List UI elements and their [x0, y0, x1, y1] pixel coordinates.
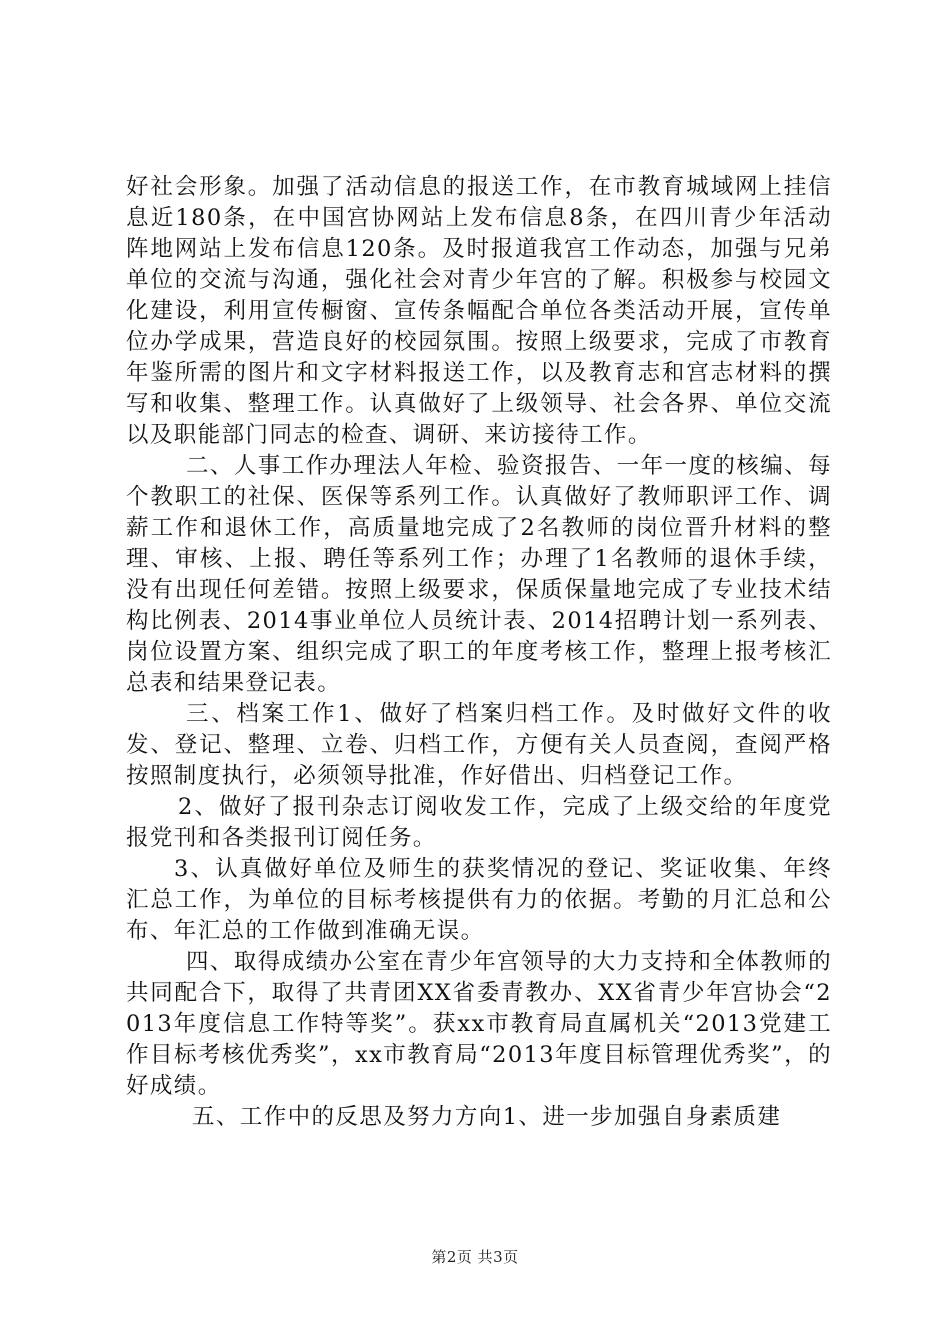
paragraph-personnel: 二、人事工作办理法人年检、验资报告、一年一度的核编、每个教职工的社保、医保等系列工作。认真做好了教师职评工作、调薪工作和退休工作，高质量地完成了2名教师的岗位晋升材料的整理、审核、上报、聘任等系列工作；办理了1名教师的退休手续，没有出现任何差错。按照上级要求，保质保量地完成了专业技术结构比例表、2014事业单位人员统计表、2014招聘计划一系列表、岗位设置方案、组织完成了职工的年度考核工作，整理上报考核汇总表和结果登记表。: [126, 453, 832, 696]
paragraph-newspaper: 2、做好了报刊杂志订阅收发工作，完成了上级交给的年度党报党刊和各类报刊订阅任务。: [126, 794, 832, 851]
document-body: [126, 172, 832, 1133]
page-number-footer: 第2页 共3页: [431, 1248, 519, 1266]
paragraph-achievements: 四、取得成绩办公室在青少年宫领导的大力支持和全体教师的共同配合下，取得了共青团XX省委青教办、XX省青少年宫协会“2013年度信息工作特等奖”。获xx市教育局直属机关“2013党建工作目标考核优秀奖”，xx市教育局“2013年度目标管理优秀奖”，的好成绩。: [126, 949, 832, 1099]
paragraph-archives: 三、档案工作1、做好了档案归档工作。及时做好文件的收发、登记、整理、立卷、归档工作，方便有关人员查阅，查阅严格按照制度执行，必须领导批准，作好借出、归档登记工作。: [126, 701, 832, 789]
paragraph-reflection: 五、工作中的反思及努力方向1、进一步加强自身素质建: [192, 1104, 782, 1130]
paragraph-awards-registration: 3、认真做好单位及师生的获奖情况的登记、奖证收集、年终汇总工作，为单位的目标考核提供有力的依据。考勤的月汇总和公布、年汇总的工作做到准确无误。: [126, 856, 832, 944]
paragraph-publicity: 好社会形象。加强了活动信息的报送工作，在市教育城域网上挂信息近180条，在中国宫协网站上发布信息8条，在四川青少年活动阵地网站上发布信息120条。及时报道我宫工作动态，加强与兄弟单位的交流与沟通，强化社会对青少年宫的了解。积极参与校园文化建设，利用宣传橱窗、宣传条幅配合单位各类活动开展，宣传单位办学成果，营造良好的校园氛围。按照上级要求，完成了市教育年鉴所需的图片和文字材料报送工作，以及教育志和宫志材料的撰写和收集、整理工作。认真做好了上级领导、社会各界、单位交流以及职能部门同志的检查、调研、来访接待工作。: [126, 174, 832, 448]
